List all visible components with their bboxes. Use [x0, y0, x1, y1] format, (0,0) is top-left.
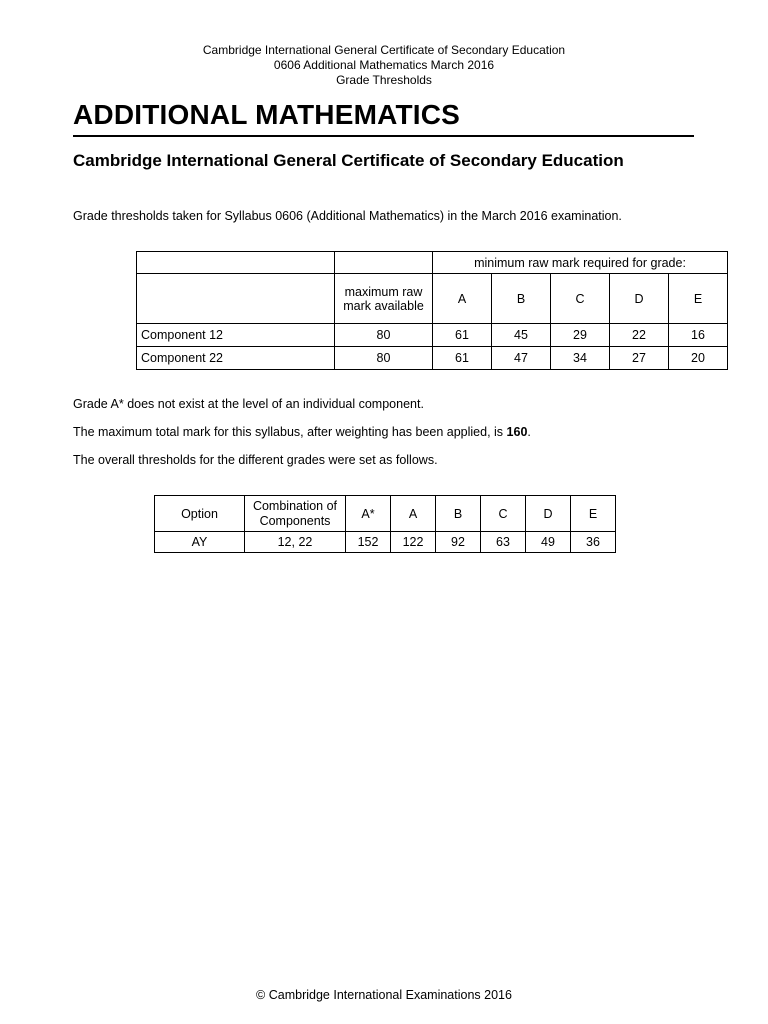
overall-note: The overall thresholds for the different grades were set as follows.: [73, 453, 438, 467]
grade-header: B: [436, 496, 481, 532]
max-mark-header: maximum raw mark available: [335, 274, 433, 324]
mark-cell: 152: [346, 532, 391, 553]
max-total-value: 160: [506, 425, 528, 439]
overall-thresholds-table: [154, 495, 616, 553]
mark-cell: 49: [526, 532, 571, 553]
mark-cell: 47: [492, 347, 551, 370]
max-total-note: [73, 425, 531, 439]
table-blank-cell: [137, 274, 335, 324]
copyright-footer: © Cambridge International Examinations 2016: [256, 988, 512, 1002]
option-cell: AY: [155, 532, 245, 553]
grade-header: C: [481, 496, 526, 532]
mark-cell: 122: [391, 532, 436, 553]
mark-cell: 20: [669, 347, 728, 370]
document-header: [0, 43, 768, 88]
grade-header: B: [492, 274, 551, 324]
mark-cell: 61: [433, 347, 492, 370]
mark-cell: 36: [571, 532, 616, 553]
header-line-2: 0606 Additional Mathematics March 2016: [273, 58, 495, 72]
grade-header: E: [571, 496, 616, 532]
table-corner-cell: [137, 252, 335, 274]
max-mark-cell: 80: [335, 347, 433, 370]
header-line-1: Cambridge International General Certificate of Secondary Education: [202, 43, 566, 57]
component-thresholds-table: [136, 251, 728, 370]
table-row: [155, 532, 616, 553]
mark-cell: 61: [433, 324, 492, 347]
intro-text: Grade thresholds taken for Syllabus 0606 (Additional Mathematics) in the March 2016 examination.: [73, 209, 622, 223]
table-row: [137, 324, 728, 347]
page-subtitle: Cambridge International General Certificate of Secondary Education: [73, 151, 624, 170]
mark-cell: 92: [436, 532, 481, 553]
combination-header: Combination of Components: [245, 496, 346, 532]
max-total-prefix: The maximum total mark for this syllabus, after weighting has been applied, is: [73, 425, 507, 439]
mark-cell: 27: [610, 347, 669, 370]
grade-header: E: [669, 274, 728, 324]
page-title: ADDITIONAL MATHEMATICS: [73, 99, 461, 130]
grade-header: A: [391, 496, 436, 532]
header-line-3: Grade Thresholds: [336, 73, 432, 87]
component-label: Component 12: [137, 324, 335, 347]
grade-header: A*: [346, 496, 391, 532]
mark-cell: 16: [669, 324, 728, 347]
max-total-suffix: .: [527, 425, 531, 439]
mark-cell: 63: [481, 532, 526, 553]
mark-cell: 22: [610, 324, 669, 347]
astar-note: Grade A* does not exist at the level of an individual component.: [73, 397, 424, 411]
table-row: [137, 347, 728, 370]
grade-header: A: [433, 274, 492, 324]
option-header: Option: [155, 496, 245, 532]
max-mark-cell: 80: [335, 324, 433, 347]
mark-cell: 29: [551, 324, 610, 347]
table-blank-cell: [335, 252, 433, 274]
combination-cell: 12, 22: [245, 532, 346, 553]
mark-cell: 45: [492, 324, 551, 347]
component-label: Component 22: [137, 347, 335, 370]
mark-cell: 34: [551, 347, 610, 370]
title-rule: [73, 135, 694, 137]
grade-header: D: [526, 496, 571, 532]
grade-group-header: minimum raw mark required for grade:: [433, 252, 728, 274]
grade-header: C: [551, 274, 610, 324]
grade-header: D: [610, 274, 669, 324]
